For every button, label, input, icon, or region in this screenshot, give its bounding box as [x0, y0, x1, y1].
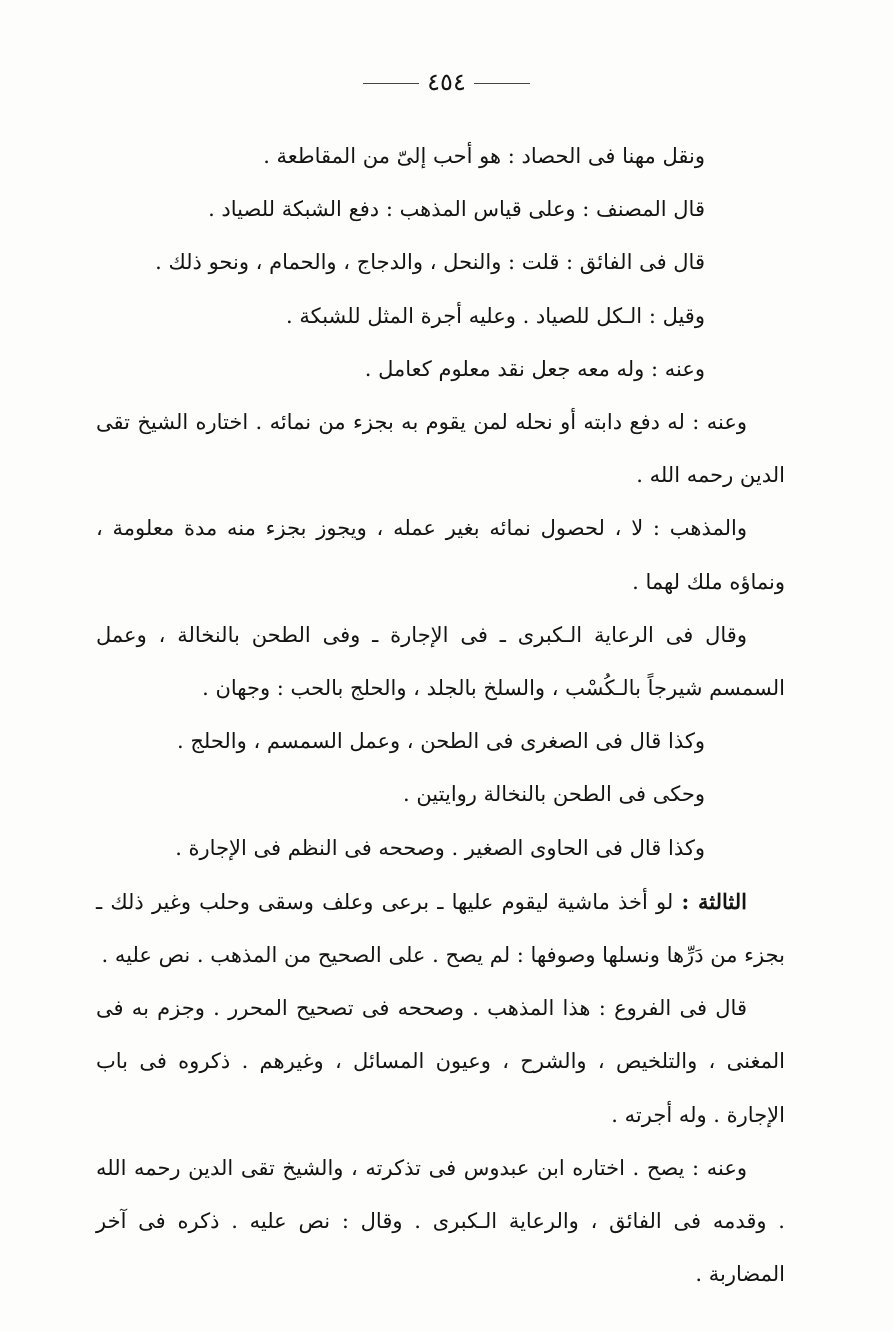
- paragraph: قال فى الفائق : قلت : والنحل ، والدجاج ، والحمام ، ونحو ذلك .: [155, 250, 705, 275]
- paragraph: ونقل مهنا فى الحصاد : هو أحب إلىّ من المقاطعة .: [263, 144, 705, 168]
- paragraph: والمذهب : لا ، لحصول نمائه بغير عمله ، ويجوز بجزء منه مدة معلومة ، ونماؤه ملك لهما .: [96, 516, 785, 594]
- paragraph: وحكى فى الطحن بالنخالة روايتين .: [402, 782, 705, 807]
- right-dash: [474, 83, 530, 84]
- paragraph: وقال فى الرعاية الـكبرى ـ فى الإجارة ـ وفى الطحن بالنخالة ، وعمل السمسم شيرجاً بالـكُسْب ، والسلخ بالجلد ، والحلج بالحب : وجهان .: [96, 622, 785, 701]
- paragraph: وكذا قال فى الحاوى الصغير . وصححه فى النظم فى الإجارة .: [175, 835, 705, 860]
- page-number-header: [0, 68, 893, 96]
- paragraph: [96, 875, 785, 982]
- paragraph: وكذا قال فى الصغرى فى الطحن ، وعمل السمسم ، والحلج .: [176, 729, 705, 754]
- left-dash: [363, 83, 419, 84]
- section-text: لو أخذ ماشية ليقوم عليها ـ برعى وعلف وسقى وحلب وغير ذلك ـ بجزء من دَرِّها ونسلها وصوفها : لم يصح . على الصحيح من المذهب . نص عليه .: [96, 889, 785, 968]
- paragraph: قال المصنف : وعلى قياس المذهب : دفع الشبكة للصياد .: [208, 197, 705, 222]
- paragraph: وعنه : يصح . اختاره ابن عبدوس فى تذكرته ، والشيخ تقى الدين رحمه الله . وقدمه فى الفائق ، والرعاية الـكبرى . وقال : نص عليه . ذكره فى آخر المضاربة .: [96, 1155, 785, 1287]
- paragraph: وقيل : الـكل للصياد . وعليه أجرة المثل للشبكة .: [286, 303, 705, 328]
- paragraph: وعنه : له دفع دابته أو نحله لمن يقوم به بجزء من نمائه . اختاره الشيخ تقى الدين رحمه الله .: [96, 410, 785, 488]
- section-lead: الثالثة :: [681, 888, 747, 914]
- paragraph: وعنه : وله معه جعل نقد معلوم كعامل .: [364, 356, 705, 381]
- paragraph: قال فى الفروع : هذا المذهب . وصححه فى تصحيح المحرر . وجزم به فى المغنى ، والتلخيص ، والشرح ، وعيون المسائل ، وغيرهم . ذكروه فى باب الإجارة . وله أجرته .: [96, 996, 785, 1127]
- page-number: ٤٥٤: [427, 68, 466, 96]
- page-body: [96, 130, 785, 1301]
